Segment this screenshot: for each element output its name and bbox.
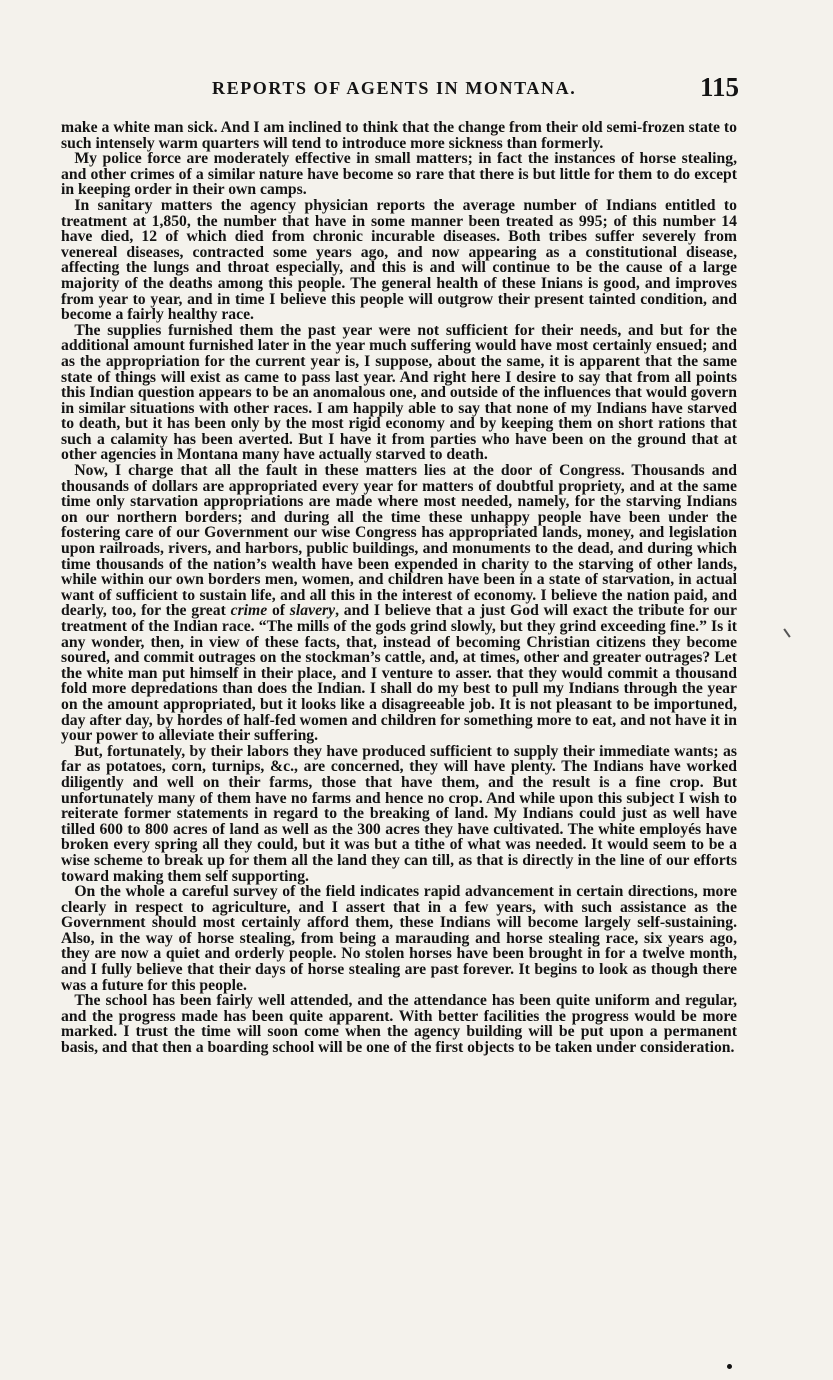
paragraph-crops: But, fortunately, by their labors they have produced sufficient to supply their immediate wants; as far as potatoes, corn, turnips, &c., are concerned, they will have plenty. The Indians have worked diligently and well on their farms, those that have them, and the result is a fine crop. But unfortunately many of them have no farms and hence no crop. And while upon this subject I wish to reiterate former statements in regard to the breaking of land. My Indians could just as well have tilled 600 to 800 acres of land as well as the 300 acres they have cultivated. The white employés have broken every spring all they could, but it was but a tithe of what was needed. It would seem to be a wise scheme to break up for them all the land they can till, as that is directly in the line of our efforts toward making them self supporting. [61, 742, 737, 885]
running-title: REPORTS OF AGENTS IN MONTANA. [212, 78, 577, 98]
margin-mark [783, 628, 790, 637]
paragraph-congress [61, 463, 737, 744]
running-header [60, 70, 739, 106]
congress-text-of: of [267, 602, 290, 620]
congress-text-end: , and I believe that a just God will exact the tribute for our treatment of the Indian race. “The mills of the gods grind slowly, but they grind exceeding fine.” Is it any wonder, then, in view of these facts, that, instead of becoming Christian citizens they become soured, and commit outrages on the stockman’s cattle, and, at times, other and greater outrages? Let the white man put himself in their place, and I venture to asser. that they would commit a thousand fold more depredations than does the Indian. I shall do my best to pull my Indians through the year on the amount appropriated, but it looks like a disagreeable job. It is not pleasant to be importuned, day after day, by hordes of half-fed women and children for something more to eat, and not have it in your power to alleviate their suffering. [61, 602, 737, 745]
italic-crime: crime [230, 602, 268, 620]
paragraph-sickness: make a white man sick. And I am inclined to think that the change from their old semi-frozen state to such intensely warm quarters will tend to introduce more sickness than formerly. [61, 119, 737, 152]
margin-dot [727, 1364, 732, 1369]
congress-text-start: Now, I charge that all the fault in these matters lies at the door of Congress. Thousands and thousands of dollars are appropriated every year for matters of doubtful propriety, and at the same time only starvation appropriations are made where most needed, namely, for the starving Indians on our northern borders; and during all the time these unhappy people have been under the fostering care of our Government our wise Congress has appropriated lands, money, and legislation upon railroads, rivers, and harbors, public buildings, and monuments to the dead, and during which time thousands of the nation’s wealth have been expended in charity to the starving of other lands, while within our own borders men, women, and children have been in a state of starvation, in actual want of sufficient to sustain life, and all this in the interest of economy. I believe the nation paid, and dearly, too, for the great [61, 462, 737, 620]
italic-slavery: slavery [289, 602, 336, 620]
page-number: 115 [699, 72, 739, 102]
paragraph-supplies: The supplies furnished them the past year were not sufficient for their needs, and but for the additional amount furnished later in the year much suffering would have most certainly ensued; and as the appropriation for the current year is, I suppose, about the same, it is apparent that the same state of things will exist as came to pass last year. And right here I desire to say that from all points this Indian question appears to be an anomalous one, and outside of the influences that would govern in similar situations with other races. I am happily able to say that none of my Indians have starved to death, but it has been only by the most rigid economy and by keeping them on short rations that such a calamity has been averted. But I have it from parties who have been on the ground that at other agencies in Montana many have actually starved to death. [61, 321, 737, 464]
paragraph-police-force: My police force are moderately effective in small matters; in fact the instances of horse stealing, and other crimes of a similar nature have become so rare that there is but little for them to do except in keeping order in their own camps. [61, 150, 737, 199]
paragraph-advancement: On the whole a careful survey of the field indicates rapid advancement in certain directions, more clearly in respect to agriculture, and I assert that in a few years, with such assistance as the Government should most certainly afford them, these Indians will become largely self-sustaining. Also, in the way of horse stealing, from being a marauding and horse stealing race, six years ago, they are now a quiet and orderly people. No stolen horses have been brought in for a twelve month, and I fully believe that their days of horse stealing are past forever. It begins to look as though there was a future for this people. [61, 883, 737, 994]
paragraph-sanitary: In sanitary matters the agency physician reports the average number of Indians entitled to treatment at 1,850, the number that have in some manner been treated as 995; of this number 14 have died, 12 of which died from chronic incurable diseases. Both tribes suffer severely from venereal diseases, contracted some years ago, and now appearing as a constitutional disease, affecting the lungs and throat especially, and this is and will continue to be the cause of a large majority of the deaths among this people. The general health of these Inians is good, and improves from year to year, and in time I believe this people will outgrow their present tainted condition, and become a fairly healthy race. [61, 196, 737, 324]
report-body [61, 120, 737, 1056]
paragraph-school: The school has been fairly well attended, and the attendance has been quite uniform and regular, and the progress made has been quite apparent. With better facilities the progress would be more marked. I trust the time will soon come when the agency building will be put upon a permanent basis, and that then a boarding school will be one of the first objects to be taken under consideration. [61, 992, 737, 1057]
